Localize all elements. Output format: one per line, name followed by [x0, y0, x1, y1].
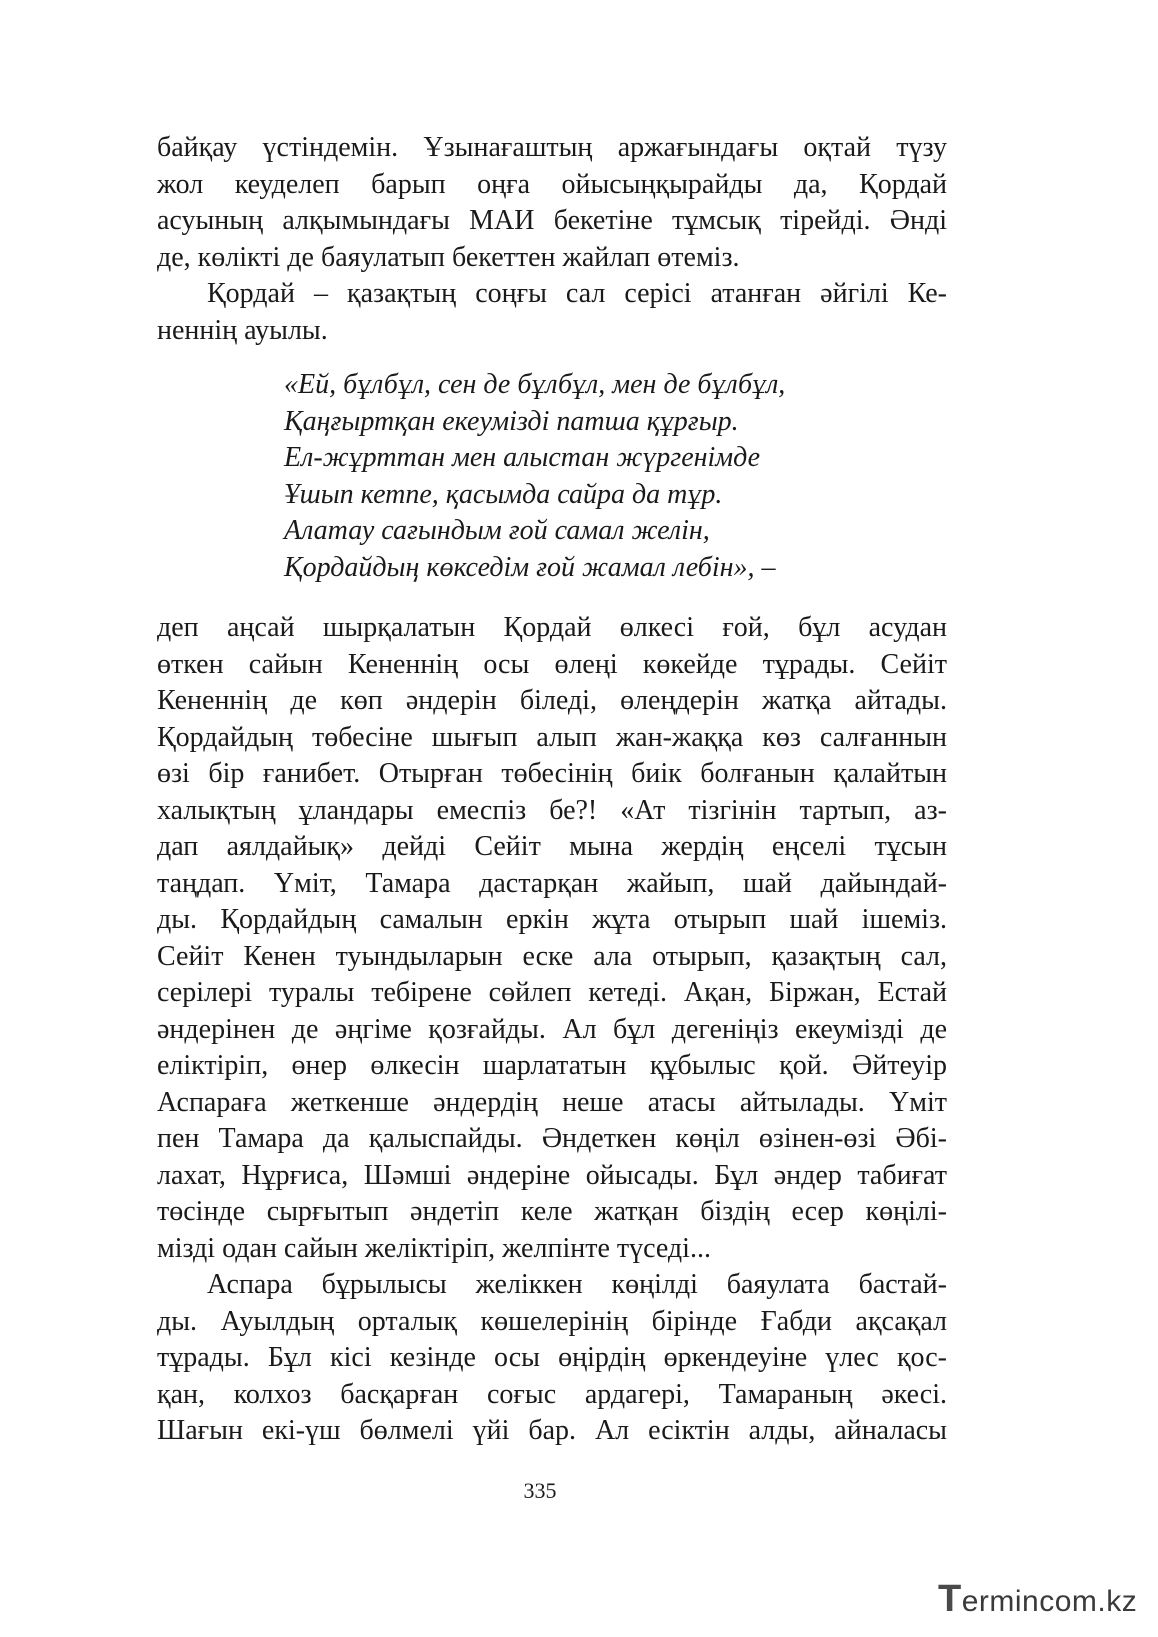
- text-line: лахат, Нұрғиса, Шәмші әндеріне ойысады. Бұл әндер табиғат: [157, 1159, 947, 1191]
- text-line: таңдап. Үміт, Тамара дастарқан жайып, шай дайындай-: [157, 867, 947, 899]
- watermark-text: ermincom.kz: [961, 1585, 1138, 1618]
- text-line: жол кеуделеп барып оңға ойысыңқырайды да, Қордай: [157, 168, 947, 200]
- text-line: ды. Ауылдың орталық көшелерінің бірінде Ғабди ақсақал: [157, 1305, 947, 1337]
- text-line: де, көлікті де баяулатып бекеттен жайлап өтеміз.: [157, 241, 740, 273]
- watermark-logo: [938, 1578, 1137, 1621]
- text-line: байқау үстіндемін. Ұзынағаштың аржағындағы оқтай түзу: [157, 132, 947, 163]
- text-line: төсінде сырғытып әндетіп келе жатқан біздің есер көңілі-: [157, 1196, 947, 1227]
- poem-quote: [157, 367, 947, 586]
- text-line: асуының алқымындағы МАИ бекетіне тұмсық тірейді. Әнді: [157, 205, 947, 236]
- text-line: өткен сайын Кененнің осы өлеңі көкейде тұрады. Сейіт: [157, 648, 947, 680]
- poem-line: Қордайдың көкседім ғой жамал лебін», –: [284, 551, 776, 583]
- paragraph-1: [157, 130, 947, 276]
- text-line: Кененнің де көп әндерін біледі, өлеңдерін жатқа айтады.: [157, 685, 947, 716]
- text-line: әндерінен де әңгіме қозғайды. Ал бұл дегеніңіз екеумізді де: [157, 1013, 947, 1045]
- poem-line: Ұшып кетпе, қасымда сайра да тұр.: [284, 478, 723, 510]
- text-line: өзі бір ғанибет. Отырған төбесінің биік болғанын қалайтын: [157, 758, 947, 789]
- text-line: деп аңсай шырқалатын Қордай өлкесі ғой, бұл асудан: [157, 612, 947, 643]
- page-number: 335: [523, 1478, 557, 1503]
- text-line: Қордай – қазақтың соңғы сал серісі атанған әйгілі Ке-: [207, 278, 947, 309]
- text-line: еліктіріп, өнер өлкесін шарлататын құбылыс қой. Әйтеуір: [157, 1050, 947, 1081]
- text-line: ды. Қордайдың самалын еркін жұта отырып шай ішеміз.: [157, 904, 947, 935]
- watermark-initial: T: [938, 1578, 962, 1620]
- text-line: неннің ауылы.: [157, 314, 328, 346]
- text-line: Аспараға жеткенше әндердің неше атасы айтылады. Үміт: [157, 1086, 947, 1118]
- poem-line: «Ей, бұлбұл, сен де бұлбұл, мен де бұлбұл,: [284, 369, 786, 400]
- text-line: серілері туралы тебірене сөйлеп кетеді. Ақан, Біржан, Естай: [157, 977, 947, 1008]
- poem-line: Ел-жұрттан мен алыстан жүргенімде: [284, 442, 761, 473]
- text-line: мізді одан сайын желіктіріп, желпінте түседі...: [157, 1232, 711, 1264]
- paragraph-2: [157, 276, 947, 349]
- paragraph-4: [157, 1267, 947, 1450]
- poem-line: Қаңғыртқан екеумізді патша құрғыр.: [284, 405, 739, 437]
- text-line: Қордайдың төбесіне шығып алып жан-жаққа көз салғаннын: [157, 721, 947, 753]
- poem-line: Алатау сағындым ғой самал желін,: [284, 515, 710, 546]
- text-line: дап аялдайық» дейді Сейіт мына жердің еңселі тұсын: [157, 831, 947, 862]
- page-body: [157, 130, 947, 1450]
- text-line: қан, колхоз басқарған соғыс ардагері, Тамараның әкесі.: [157, 1378, 947, 1410]
- text-line: Шағын екі-үш бөлмелі үйі бар. Ал есіктін алды, айналасы: [157, 1415, 947, 1446]
- text-line: пен Тамара да қалыспайды. Әндеткен көңіл өзінен-өзі Әбі-: [157, 1123, 947, 1154]
- text-line: тұрады. Бұл кісі кезінде осы өңірдің өркендеуіне үлес қос-: [157, 1342, 947, 1373]
- text-line: халықтың ұландары емеспіз бе?! «Ат тізгінін тартып, аз-: [157, 794, 947, 826]
- text-line: Сейіт Кенен туындыларын еске ала отырып, қазақтың сал,: [157, 940, 947, 972]
- text-line: Аспара бұрылысы желіккен көңілді баяулата бастай-: [207, 1269, 947, 1300]
- paragraph-3: [157, 610, 947, 1267]
